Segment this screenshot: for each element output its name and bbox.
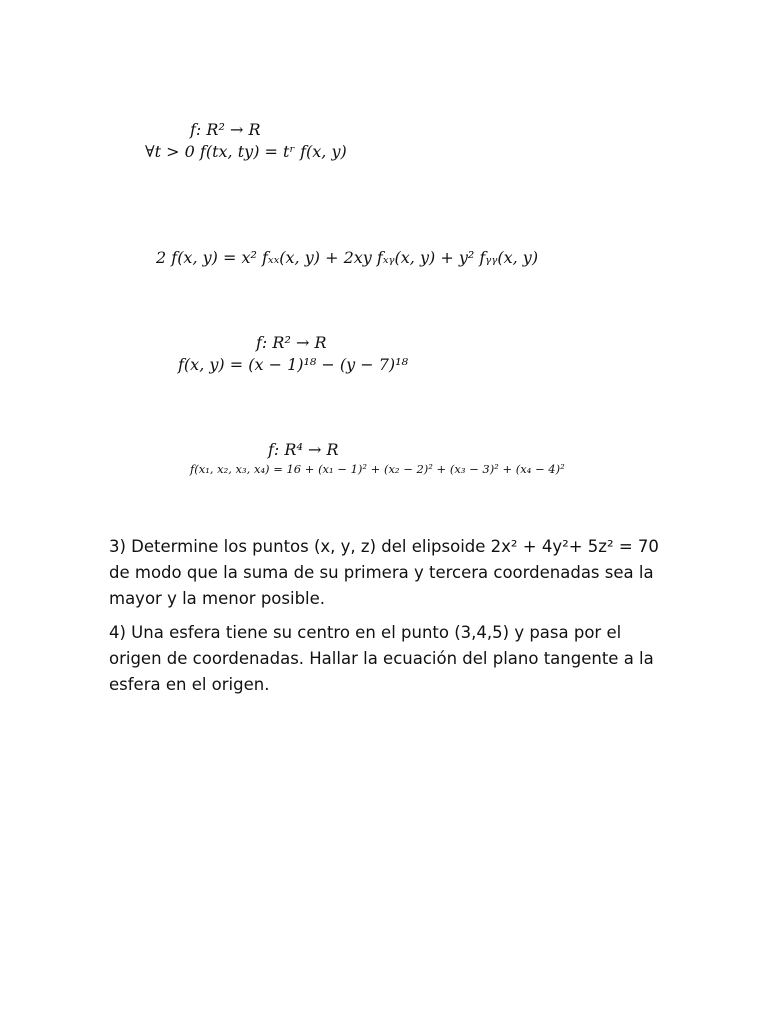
equation-function-four-variables: f(x₁, x₂, x₃, x₄) = 16 + (x₁ − 1)² + (x₂ − 2)² + (x₃ − 3)² + (x₄ − 4)² <box>190 462 565 476</box>
problem-4-text: 4) Una esfera tiene su centro en el punto (3,4,5) y pasa por el origen de coordenadas. Hallar la ecuación del plano tangente a la esfera en el origen. <box>109 623 654 694</box>
equation-map-r4-to-r: f: R⁴ → R <box>268 440 339 459</box>
equation-map-r2-to-r-1: f: R² → R <box>190 120 261 139</box>
equation-map-r2-to-r-2: f: R² → R <box>256 333 327 352</box>
equation-function-powers-18: f(x, y) = (x − 1)¹⁸ − (y − 7)¹⁸ <box>178 355 408 374</box>
equation-homogeneity-condition: ∀t > 0 f(tx, ty) = tʳ f(x, y) <box>145 142 347 161</box>
problem-3-text: 3) Determine los puntos (x, y, z) del elipsoide 2x² + 4y²+ 5z² = 70 de modo que la suma de su primera y tercera coordenadas sea la mayor y la menor posible. <box>109 537 659 608</box>
equation-euler-second-order: 2 f(x, y) = x² fₓₓ(x, y) + 2xy fₓᵧ(x, y) + y² fᵧᵧ(x, y) <box>156 248 539 267</box>
